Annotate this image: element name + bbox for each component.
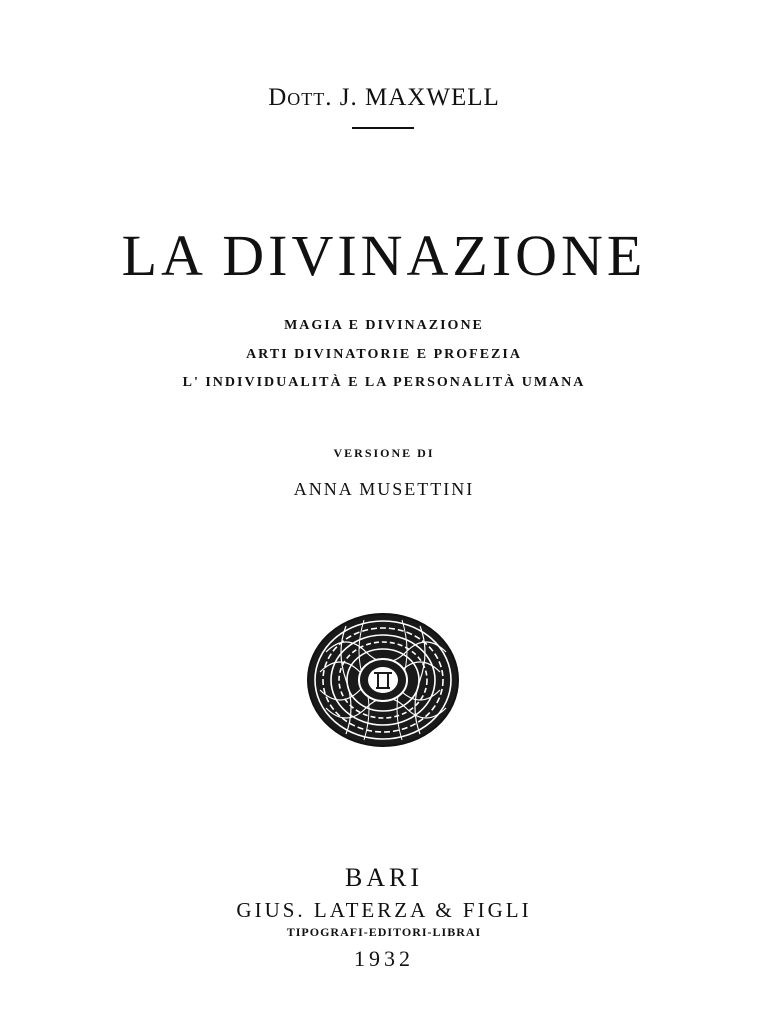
imprint-publisher: GIUS. LATERZA & FIGLI — [236, 898, 532, 922]
translation-label: VERSIONE DI — [333, 446, 435, 460]
imprint-trade: TIPOGRAFI-EDITORI-LIBRAI — [286, 925, 482, 939]
author-line — [0, 84, 768, 112]
subtitle-line-1: MAGIA E DIVINAZIONE — [284, 318, 484, 333]
book-title: LA DIVINAZIONE — [121, 223, 647, 288]
subtitle-line-2: ARTI DIVINATORIE E PROFEZIA — [246, 347, 522, 362]
author-name: J. MAXWELL — [339, 84, 500, 111]
title-rule — [352, 127, 414, 129]
imprint-year: 1932 — [354, 946, 414, 971]
subtitle-line-3: L' INDIVIDUALITÀ E LA PERSONALITÀ UMANA — [182, 375, 586, 390]
author-prefix: Dott. — [268, 84, 333, 111]
translator-name: ANNA MUSETTINI — [293, 479, 475, 499]
imprint-city: BARI — [344, 863, 424, 892]
ornamental-interlace-emblem-icon — [306, 612, 460, 748]
